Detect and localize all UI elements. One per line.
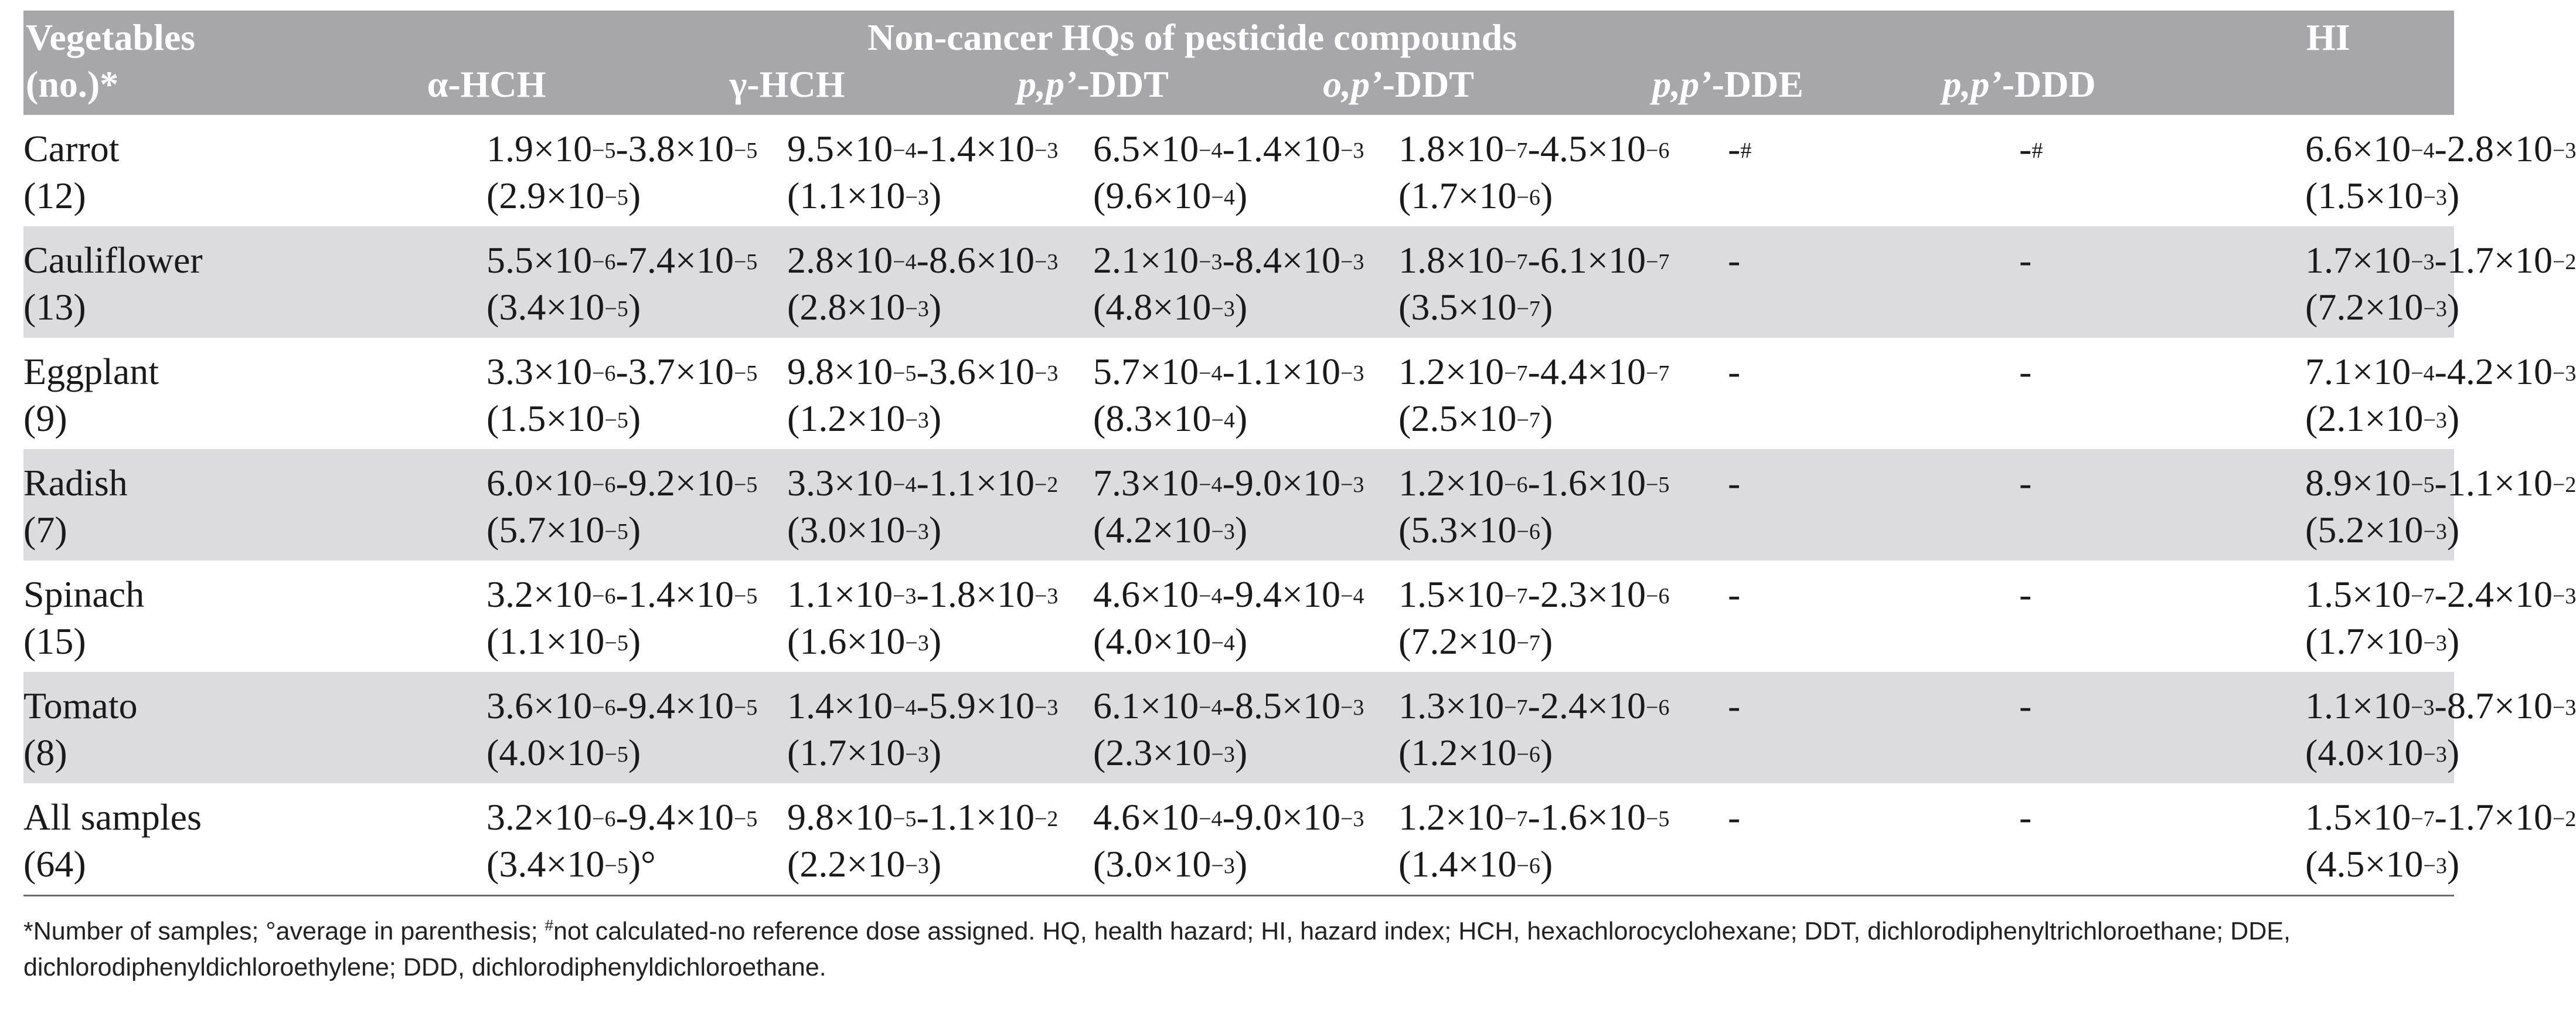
vegetable-name: Eggplant — [23, 351, 159, 392]
vegetable-cell — [23, 682, 138, 776]
vegetable-name: Cauliflower — [23, 239, 203, 281]
hq-table — [23, 11, 2576, 986]
footnote-line-2: dichlorodiphenyldichloroethylene; DDD, dichlorodiphenyldichloroethane. — [23, 953, 826, 982]
vegetable-cell — [23, 571, 144, 665]
sample-count: (13) — [23, 286, 86, 328]
vegetable-name: Carrot — [23, 128, 120, 169]
vegetable-cell — [23, 125, 120, 219]
sample-count: (7) — [23, 509, 67, 551]
sample-count: (8) — [23, 732, 67, 773]
table-row: Spinach (15) $3.2\times 10^{-6}-1.4\times 10^{-5}$ $(1.1\times 10^{-5})$ $1.1\times 10^{-3}-1.8\times 10^{-3}$ $(1.6\times 10^{-3})$ $4.6\times 10^{-4}-9.4\times 10^{-4}$ $(4.0\times 10^{-4})$ $1.5\times 10^{-7}-2.3\times 10^{-6}$ $(7.2\times 10^{-7})$ - - $1.5\times 10^{-7}-2.4\times 10^{-3}$ $(1.7\times 10^{-3})$ — [23, 560, 2454, 672]
vegetable-cell — [23, 794, 202, 888]
table-row: Radish (7) $6.0\times 10^{-6}-9.2\times 10^{-5}$ $(5.7\times 10^{-5})$ $3.3\times 10^{-4}-1.1\times 10^{-2}$ $(3.0\times 10^{-3})$ $7.3\times 10^{-4}-9.0\times 10^{-3}$ $(4.2\times 10^{-3})$ $1.2\times 10^{-6}-1.6\times 10^{-5}$ $(5.3\times 10^{-6})$ - - $8.9\times 10^{-5}-1.1\times 10^{-2}$ $(5.2\times 10^{-3})$ — [23, 449, 2454, 560]
sample-count: (12) — [23, 175, 86, 216]
column-header-1: α-HCH — [427, 63, 546, 105]
group-title: Non-cancer HQs of pesticide compounds — [867, 16, 1517, 58]
vegetables-count-header: (no.)* — [26, 63, 119, 105]
table-row: Tomato (8) $3.6\times 10^{-6}-9.4\times 10^{-5}$ $(4.0\times 10^{-5})$ $1.4\times 10^{-4}-5.9\times 10^{-3}$ $(1.7\times 10^{-3})$ $6.1\times 10^{-4}-8.5\times 10^{-3}$ $(2.3\times 10^{-3})$ $1.3\times 10^{-7}-2.4\times 10^{-6}$ $(1.2\times 10^{-6})$ - - $1.1\times 10^{-3}-8.7\times 10^{-3}$ $(4.0\times 10^{-3})$ — [23, 672, 2454, 783]
table-body — [23, 115, 2576, 895]
sample-count: (9) — [23, 398, 67, 439]
footnote-line-1: *Number of samples; °average in parenthesis; #not calculated-no reference dose assigned. HQ, health hazard; HI, hazard index; HCH, hexachlorocyclohexane; DDT, dichlorodiphenyltrichloroethane; DDE, — [23, 916, 2291, 946]
table-footnote — [23, 907, 2427, 986]
table-bottom-rule — [23, 895, 2454, 896]
vegetable-name: Tomato — [23, 685, 138, 726]
sample-count: (15) — [23, 620, 86, 662]
column-header-3: p,p’-DDT — [1018, 63, 1169, 105]
table-row: Eggplant (9) $3.3\times 10^{-6}-3.7\times 10^{-5}$ $(1.5\times 10^{-5})$ $9.8\times 10^{-5}-3.6\times 10^{-3}$ $(1.2\times 10^{-3})$ $5.7\times 10^{-4}-1.1\times 10^{-3}$ $(8.3\times 10^{-4})$ $1.2\times 10^{-7}-4.4\times 10^{-7}$ $(2.5\times 10^{-7})$ - - $7.1\times 10^{-4}-4.2\times 10^{-3}$ $(2.1\times 10^{-3})$ — [23, 338, 2454, 449]
vegetable-name: Radish — [23, 462, 128, 504]
table-row: Carrot (12) $1.9\times 10^{-5}-3.8\times 10^{-5}$ $(2.9\times 10^{-5})$ $9.5\times 10^{-4}-1.4\times 10^{-3}$ $(1.1\times 10^{-3})$ $6.5\times 10^{-4}-1.4\times 10^{-3}$ $(9.6\times 10^{-4})$ $1.8\times 10^{-7}-4.5\times 10^{-6}$ $(1.7\times 10^{-6})$ -# -# $6.6\times 10^{-4}-2.8\times 10^{-3}$ $(1.5\times 10^{-3})$ — [23, 115, 2454, 226]
vegetable-name: Spinach — [23, 573, 145, 615]
column-header-5: p,p’-DDE — [1652, 63, 1803, 105]
vegetable-cell — [23, 460, 128, 553]
table-header — [23, 11, 2454, 115]
column-header-2: γ-HCH — [729, 63, 845, 105]
table-row: All samples (64) $3.2\times 10^{-6}-9.4\times 10^{-5}$ $(3.4\times 10^{-5})^\circ$ $9.8\times 10^{-5}-1.1\times 10^{-2}$ $(2.2\times 10^{-3})$ $4.6\times 10^{-4}-9.0\times 10^{-3}$ $(3.0\times 10^{-3})$ $1.2\times 10^{-7}-1.6\times 10^{-5}$ $(1.4\times 10^{-6})$ - - $1.5\times 10^{-7}-1.7\times 10^{-2}$ $(4.5\times 10^{-3})$ — [23, 783, 2454, 895]
column-header-4: o,p’-DDT — [1323, 63, 1474, 105]
vegetable-cell — [23, 237, 203, 331]
vegetables-header: Vegetables — [26, 16, 196, 58]
sample-count: (64) — [23, 843, 86, 885]
vegetable-cell — [23, 348, 159, 442]
hi-header: HI — [2306, 16, 2350, 58]
vegetable-name: All samples — [23, 796, 202, 838]
table-row: Cauliflower (13) $5.5\times 10^{-6}-7.4\times 10^{-5}$ $(3.4\times 10^{-5})$ $2.8\times 10^{-4}-8.6\times 10^{-3}$ $(2.8\times 10^{-3})$ $2.1\times 10^{-3}-8.4\times 10^{-3}$ $(4.8\times 10^{-3})$ $1.8\times 10^{-7}-6.1\times 10^{-7}$ $(3.5\times 10^{-7})$ - - $1.7\times 10^{-3}-1.7\times 10^{-2}$ $(7.2\times 10^{-3})$ — [23, 226, 2454, 338]
column-header-6: p,p’-DDD — [1942, 63, 2096, 105]
